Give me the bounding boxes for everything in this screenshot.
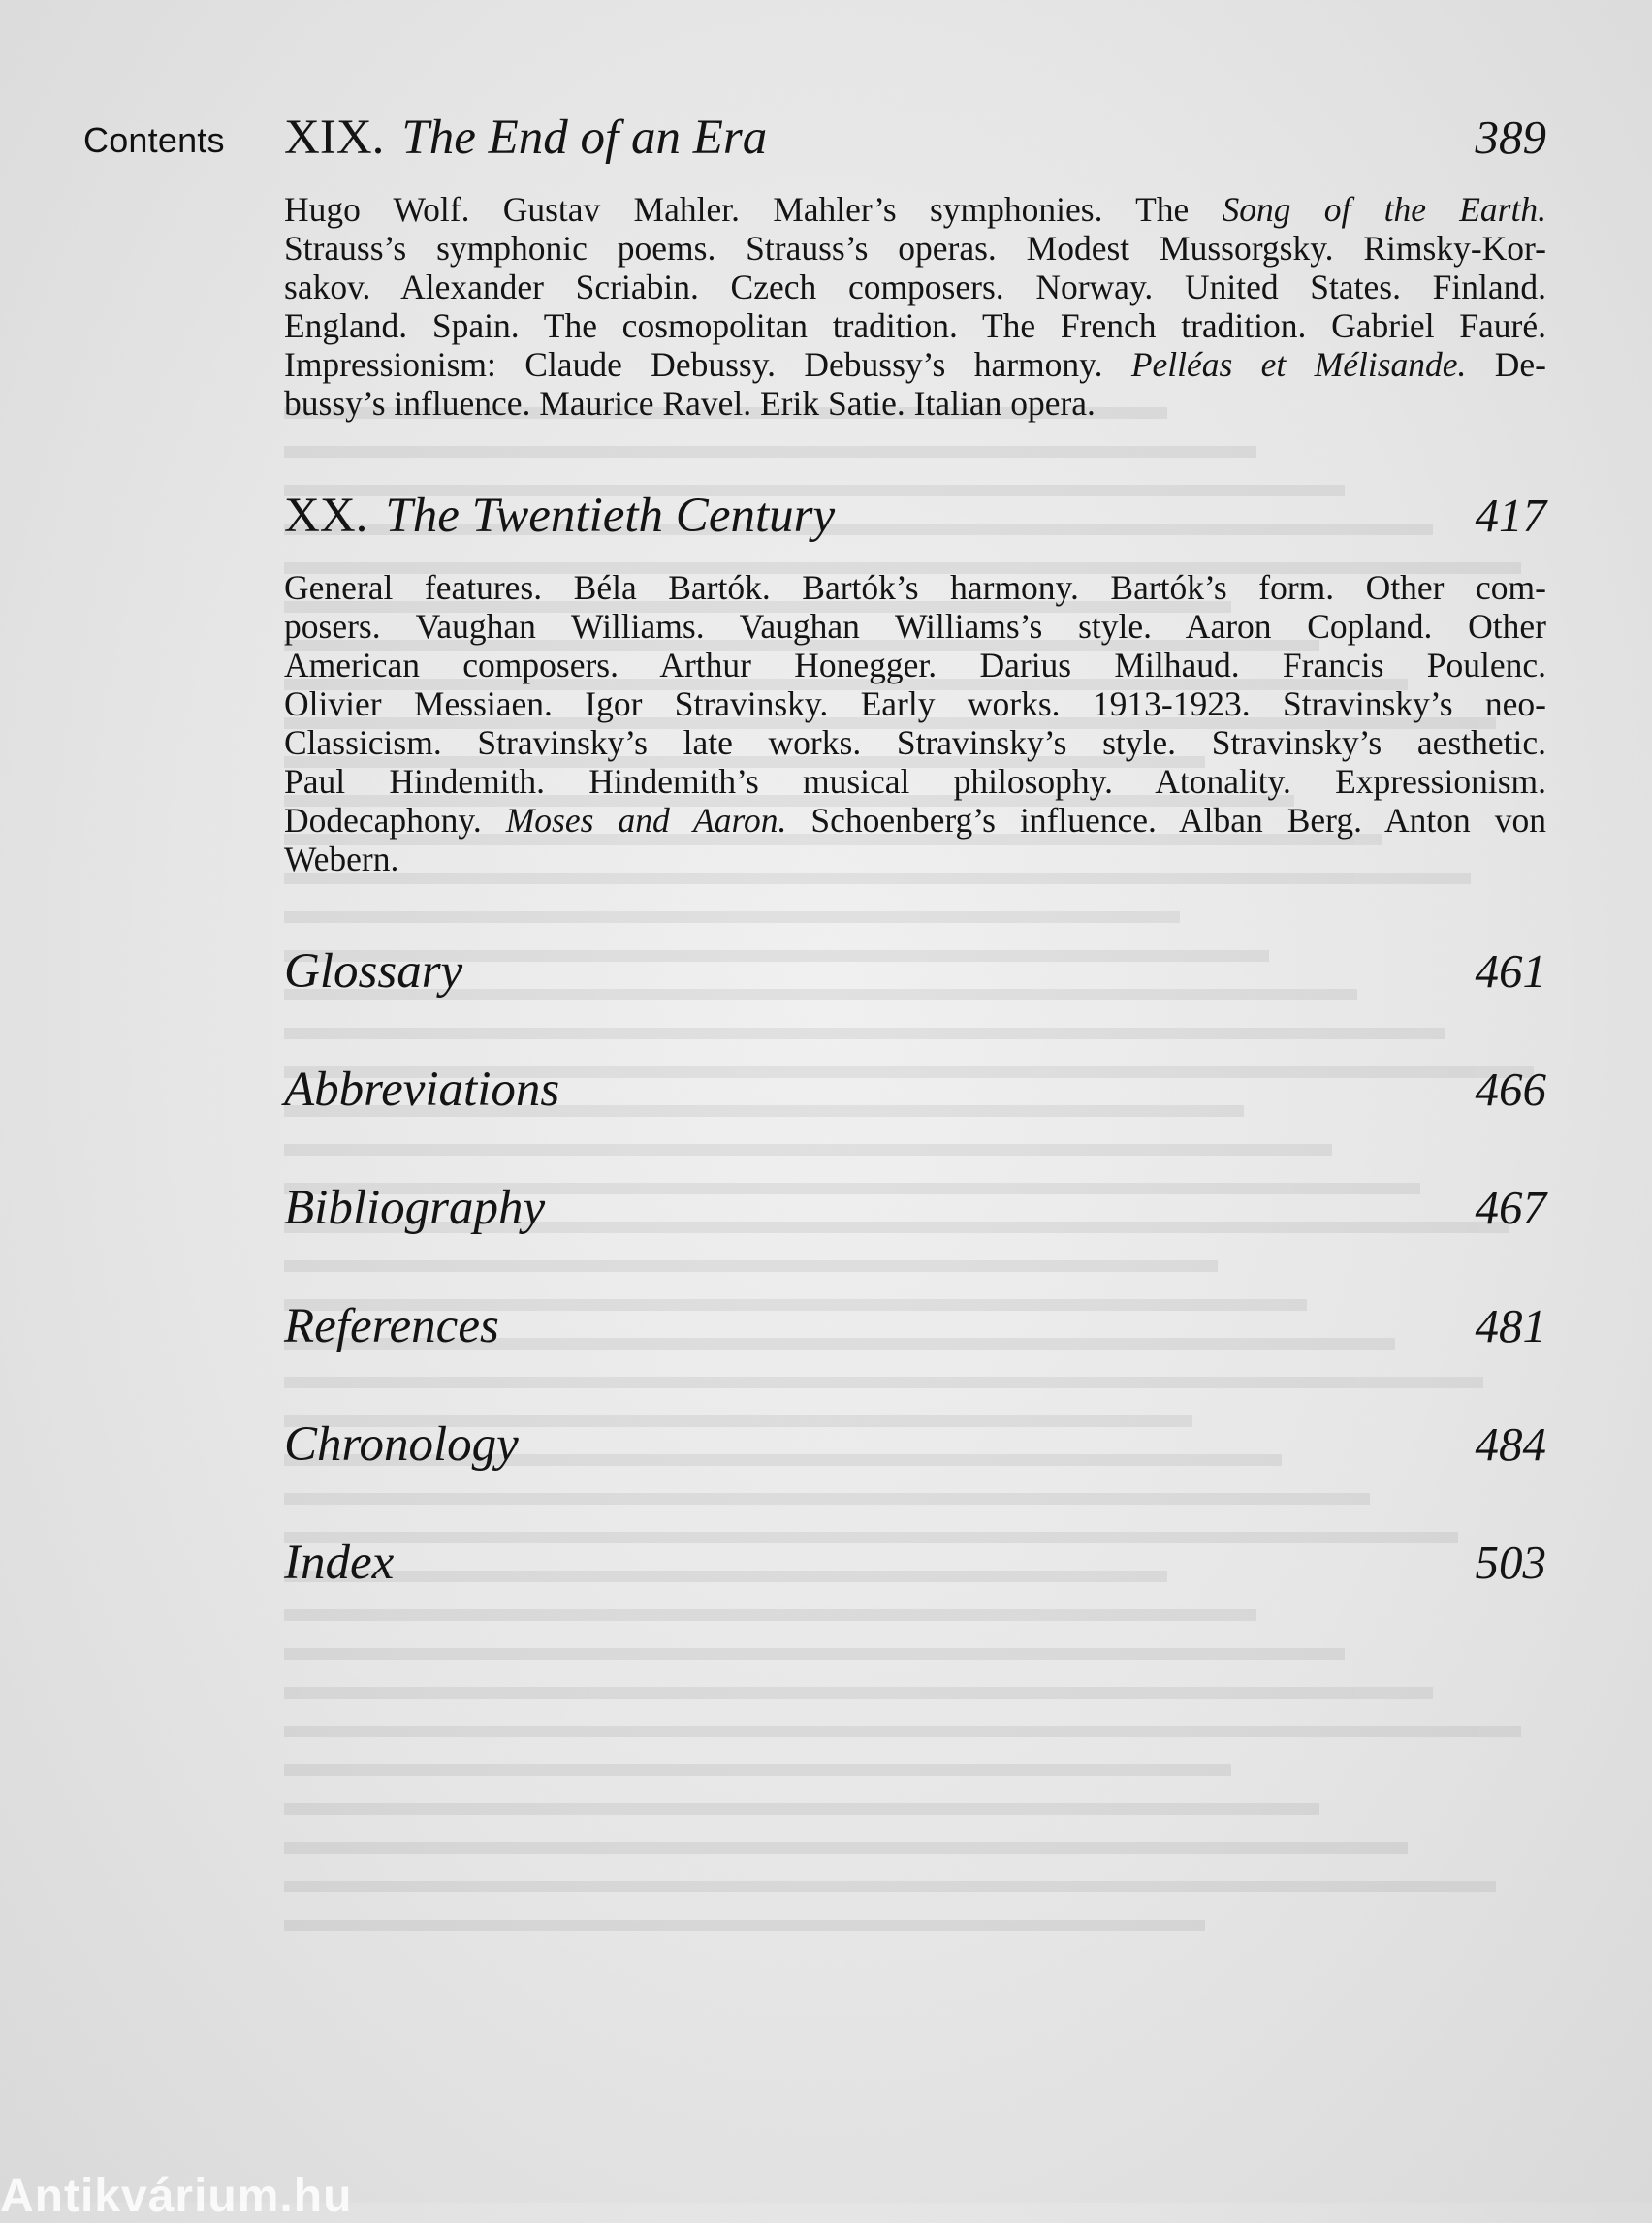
summary-line — [284, 684, 1546, 723]
chapter-summary — [284, 568, 1546, 878]
summary-line — [284, 190, 1546, 229]
show-through-line — [284, 1842, 1408, 1854]
summary-text: Impressionism: Claude Debussy. Debussy’s harmony. — [284, 345, 1131, 384]
summary-line — [284, 646, 1546, 684]
summary-text: Schoenberg’s influence. Alban Berg. Anton von — [786, 801, 1546, 840]
summary-line — [284, 568, 1546, 607]
summary-line — [284, 801, 1546, 840]
chapter-number: XX. — [284, 489, 368, 543]
summary-line — [284, 762, 1546, 801]
summary-line — [284, 607, 1546, 646]
summary-line — [284, 723, 1546, 762]
italic-title: Song of the Earth. — [1222, 190, 1546, 229]
show-through-line — [284, 1920, 1205, 1931]
summary-text: Strauss’s symphonic poems. Strauss’s operas. Modest Mussorgsky. Rimsky-Kor- — [284, 229, 1546, 268]
summary-text: American composers. Arthur Honegger. Darius Milhaud. Francis Poulenc. — [284, 646, 1546, 684]
chapter-xix — [284, 109, 1546, 487]
summary-text: bussy’s influence. Maurice Ravel. Erik Satie. Italian opera. — [284, 384, 1096, 423]
summary-line — [284, 268, 1546, 306]
entry-page-number: 503 — [1475, 1536, 1546, 1589]
entry-title: Index — [284, 1536, 395, 1590]
summary-text: sakov. Alexander Scriabin. Czech composers. Norway. United States. Finland. — [284, 268, 1546, 306]
toc-entry-chronology — [284, 1415, 1546, 1474]
summary-text: Dodecaphony. — [284, 801, 506, 840]
chapter-heading — [284, 487, 1546, 545]
show-through-line — [284, 1803, 1319, 1815]
chapter-xx — [284, 487, 1546, 942]
summary-line — [284, 384, 1546, 423]
chapter-summary — [284, 190, 1546, 423]
chapter-page-number: 389 — [1475, 111, 1546, 164]
toc-entry-abbreviations — [284, 1061, 1546, 1119]
entry-title: Chronology — [284, 1417, 519, 1472]
summary-text: Paul Hindemith. Hindemith’s musical philosophy. Atonality. Expressionism. — [284, 762, 1546, 801]
summary-text: posers. Vaughan Williams. Vaughan Williams’s style. Aaron Copland. Other — [284, 607, 1546, 646]
chapter-heading — [284, 109, 1546, 167]
summary-line — [284, 840, 1546, 878]
toc-entry-bibliography — [284, 1179, 1546, 1237]
chapter-name: The End of an Era — [401, 111, 768, 165]
toc-entry-references — [284, 1297, 1546, 1355]
entry-title: Bibliography — [284, 1181, 546, 1235]
show-through-line — [284, 1687, 1433, 1699]
summary-line — [284, 229, 1546, 268]
show-through-line — [284, 1764, 1231, 1776]
show-through-line — [284, 1881, 1496, 1892]
chapter-title — [284, 109, 767, 167]
entry-title: Abbreviations — [284, 1063, 560, 1117]
contents-label: Contents — [83, 120, 225, 160]
entry-page-number: 484 — [1475, 1417, 1546, 1471]
entry-page-number: 481 — [1475, 1299, 1546, 1352]
summary-text: General features. Béla Bartók. Bartók’s harmony. Bartók’s form. Other com- — [284, 568, 1546, 607]
summary-text: Hugo Wolf. Gustav Mahler. Mahler’s symphonies. The — [284, 190, 1223, 229]
italic-title: Moses and Aaron. — [505, 801, 787, 840]
chapter-page-number: 417 — [1475, 489, 1546, 542]
chapter-name: The Twentieth Century — [385, 489, 836, 543]
toc-entry-glossary — [284, 942, 1546, 1000]
summary-line — [284, 306, 1546, 345]
entry-title: Glossary — [284, 944, 463, 999]
entry-page-number: 466 — [1475, 1063, 1546, 1116]
chapter-number: XIX. — [284, 111, 385, 165]
watermark-text: Antikvárium.hu — [0, 2171, 353, 2222]
entry-page-number: 461 — [1475, 944, 1546, 998]
table-of-contents — [284, 109, 1546, 1652]
summary-text: Olivier Messiaen. Igor Stravinsky. Early works. 1913-1923. Stravinsky’s neo- — [284, 684, 1546, 723]
italic-title: Pelléas et Mélisande. — [1130, 345, 1467, 384]
toc-entry-index — [284, 1534, 1546, 1592]
summary-text: Classicism. Stravinsky’s late works. Stravinsky’s style. Stravinsky’s aesthetic. — [284, 723, 1546, 762]
show-through-line — [284, 1726, 1521, 1737]
chapter-title — [284, 487, 835, 545]
entry-page-number: 467 — [1475, 1181, 1546, 1234]
summary-text: England. Spain. The cosmopolitan tradition. The French tradition. Gabriel Fauré. — [284, 306, 1546, 345]
summary-text: De- — [1466, 345, 1546, 384]
summary-line — [284, 345, 1546, 384]
summary-text: Webern. — [284, 840, 399, 878]
entry-title: References — [284, 1299, 499, 1353]
